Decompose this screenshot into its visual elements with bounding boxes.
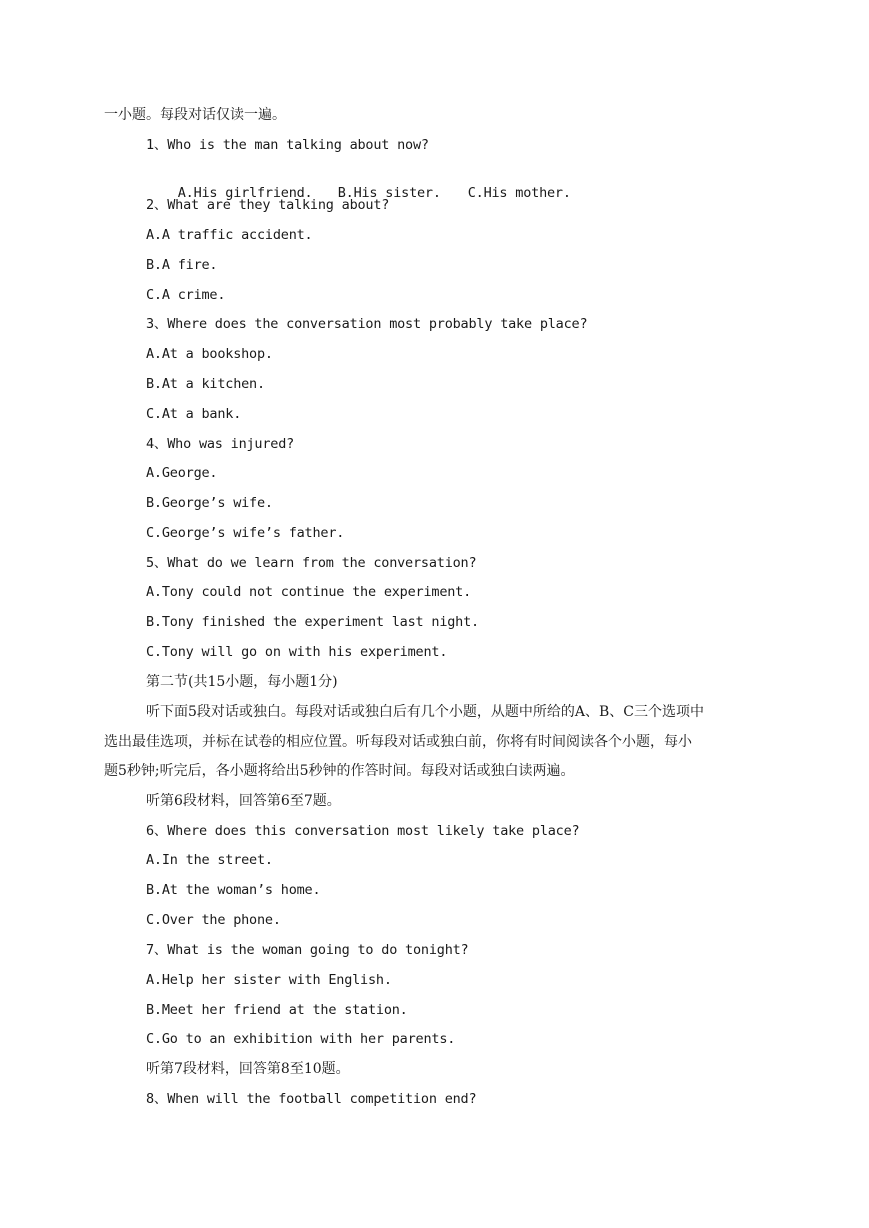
material-6-note: 听第6段材料，回答第6至7题。 [146,793,341,809]
question-4: 4、Who was injured? [146,436,295,452]
question-7-option-c: C.Go to an exhibition with her parents. [146,1031,456,1047]
question-4-option-b: B.George’s wife. [146,495,273,511]
question-3-option-b: B.At a kitchen. [146,376,265,392]
section-2-heading: 第二节(共15小题，每小题1分) [146,674,338,690]
question-2: 2、What are they talking about? [146,197,390,213]
question-2-option-c: C.A crime. [146,287,226,303]
question-8: 8、When will the football competition end? [146,1091,477,1107]
question-4-option-c: C.George’s wife’s father. [146,525,345,541]
question-6-option-b: B.At the woman’s home. [146,882,321,898]
question-7: 7、What is the woman going to do tonight? [146,942,469,958]
question-5-option-a: A.Tony could not continue the experiment. [146,584,472,600]
question-6-option-c: C.Over the phone. [146,912,281,928]
question-3-option-a: A.At a bookshop. [146,346,273,362]
question-3: 3、Where does the conversation most probably take place? [146,316,588,332]
question-6: 6、Where does this conversation most likely take place? [146,823,580,839]
question-5-option-b: B.Tony finished the experiment last night. [146,614,479,630]
section-2-instructions-line-3: 题5秒钟;听完后，各小题将给出5秒钟的作答时间。每段对话或独白读两遍。 [104,763,575,779]
option-c: C.His mother. [467,185,571,201]
section-2-instructions-line-2: 选出最佳选项，并标在试卷的相应位置。听每段对话或独白前，你将有时间阅读各个小题，每小 [104,734,692,750]
question-5: 5、What do we learn from the conversation? [146,555,477,571]
question-6-option-a: A.In the street. [146,852,273,868]
question-3-option-c: C.At a bank. [146,406,242,422]
intro-tail: 一小题。每段对话仅读一遍。 [104,107,286,123]
question-7-option-b: B.Meet her friend at the station. [146,1002,408,1018]
question-2-option-a: A.A traffic accident. [146,227,313,243]
section-2-instructions-line-1: 听下面5段对话或独白。每段对话或独白后有几个小题，从题中所给的A、B、C三个选项中 [146,704,705,720]
question-1: 1、Who is the man talking about now? [146,137,429,153]
option-a: A.His girlfriend. [177,185,313,201]
option-b: B.His sister. [337,185,441,201]
question-2-option-b: B.A fire. [146,257,218,273]
question-7-option-a: A.Help her sister with English. [146,972,392,988]
question-4-option-a: A.George. [146,465,218,481]
question-5-option-c: C.Tony will go on with his experiment. [146,644,448,660]
material-7-note: 听第7段材料，回答第8至10题。 [146,1061,350,1077]
